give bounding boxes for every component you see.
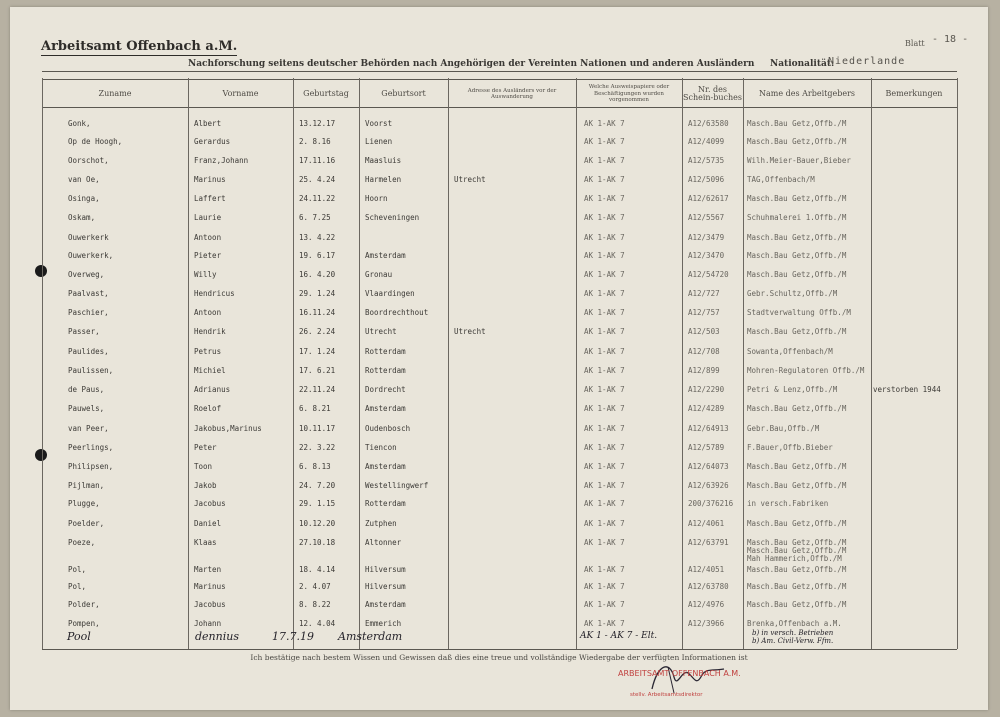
cell-geburtstag: 27.10.18	[299, 538, 336, 547]
column-divider	[42, 78, 43, 649]
cell-papiere: AK 1-AK 7	[584, 481, 625, 490]
cell-geburtstag: 2. 8.16	[299, 137, 331, 146]
cell-arbeitgeber: Schuhmalerei 1.Offb./M	[747, 213, 847, 222]
column-header: Zuname	[98, 89, 132, 98]
cell-geburtstag: 17. 1.24	[299, 347, 336, 356]
cell-arbeitgeber: Masch.Bau Getz,Offb./M	[747, 119, 847, 128]
cell-geburtstag: 24.11.22	[299, 194, 336, 203]
cell-arbeitgeber: Masch.Bau Getz,Offb./M	[747, 137, 847, 146]
punch-hole	[35, 265, 47, 277]
cell-geburtstag: 25. 4.24	[299, 175, 336, 184]
cell-vorname: Antoon	[194, 233, 222, 242]
cell-zuname: Peerlings,	[68, 443, 114, 452]
cell-nr: A12/4061	[688, 519, 725, 528]
cell-geburtstag: 16.11.24	[299, 308, 336, 317]
cell-geburtstag: 29. 1.24	[299, 289, 336, 298]
cell-zuname: Pol,	[68, 582, 87, 591]
column-header: Nr. des Schein-buches	[682, 85, 742, 102]
cell-papiere: AK 1-AK 7	[584, 137, 625, 146]
cell-geburtstag: 8. 8.22	[299, 600, 331, 609]
cell-arbeitgeber: Masch.Bau Getz,Offb./M	[747, 270, 847, 279]
cell-nr: A12/757	[688, 308, 720, 317]
cell-nr: A12/4051	[688, 565, 725, 574]
cell-geburtstag: 29. 1.15	[299, 499, 336, 508]
cell-papiere: AK 1-AK 7	[584, 499, 625, 508]
cell-zuname: Pompen,	[68, 619, 100, 628]
cell-nr: A12/4976	[688, 600, 725, 609]
cell-geburtsort: Amsterdam	[365, 600, 406, 609]
rule	[42, 107, 957, 108]
handwritten-papiere: AK 1 - AK 7 - Elt.	[580, 631, 658, 641]
cell-geburtstag: 6. 8.13	[299, 462, 331, 471]
handwritten-employer-1: b) in versch. Betrieben	[752, 629, 834, 637]
cell-geburtsort: Hilversum	[365, 582, 406, 591]
column-divider	[871, 78, 872, 649]
cell-geburtsort: Rotterdam	[365, 347, 406, 356]
cell-arbeitgeber: Masch.Bau Getz,Offb./M	[747, 462, 847, 471]
cell-vorname: Klaas	[194, 538, 217, 547]
column-header: Bemerkungen	[885, 89, 943, 98]
cell-papiere: AK 1-AK 7	[584, 327, 625, 336]
cell-vorname: Jacobus	[194, 499, 226, 508]
cell-nr: A12/62617	[688, 194, 729, 203]
sheet-label: Blatt	[905, 39, 925, 48]
cell-nr: A12/5735	[688, 156, 725, 165]
cell-arbeitgeber: TAG,Offenbach/M	[747, 175, 815, 184]
cell-geburtsort: Amsterdam	[365, 404, 406, 413]
cell-nr: A12/899	[688, 366, 720, 375]
cell-geburtstag: 22.11.24	[299, 385, 336, 394]
cell-vorname: Pieter	[194, 251, 222, 260]
cell-arbeitgeber: Masch.Bau Getz,Offb./M	[747, 233, 847, 242]
cell-arbeitgeber: Petri & Lenz,Offb./M	[747, 385, 838, 394]
cell-vorname: Daniel	[194, 519, 222, 528]
cell-nr: A12/3966	[688, 619, 725, 628]
cell-nr: A12/4099	[688, 137, 725, 146]
cell-arbeitgeber: Masch.Bau Getz,Offb./M	[747, 481, 847, 490]
cell-geburtstag: 22. 3.22	[299, 443, 336, 452]
cell-papiere: AK 1-AK 7	[584, 582, 625, 591]
cell-geburtsort: Zutphen	[365, 519, 397, 528]
cell-arbeitgeber: Wilh.Meier-Bauer,Bieber	[747, 156, 851, 165]
cell-vorname: Johann	[194, 619, 222, 628]
cell-zuname: Polder,	[68, 600, 100, 609]
cell-papiere: AK 1-AK 7	[584, 366, 625, 375]
cell-geburtsort: Rotterdam	[365, 366, 406, 375]
column-header: Name des Arbeitgebers	[758, 89, 855, 98]
cell-vorname: Petrus	[194, 347, 222, 356]
cell-geburtsort: Altonner	[365, 538, 402, 547]
cell-geburtsort: Scheveningen	[365, 213, 420, 222]
cell-arbeitgeber: in versch.Fabriken	[747, 499, 829, 508]
cell-geburtstag: 19. 6.17	[299, 251, 336, 260]
cell-geburtstag: 10.12.20	[299, 519, 336, 528]
cell-vorname: Albert	[194, 119, 222, 128]
cell-zuname: Pol,	[68, 565, 87, 574]
cell-geburtstag: 10.11.17	[299, 424, 336, 433]
cell-zuname: Ouwerkerk	[68, 233, 109, 242]
handwritten-employer-2: b) Am. Civil-Verw. Ffm.	[752, 637, 834, 645]
column-divider	[743, 78, 744, 649]
column-divider	[957, 78, 958, 649]
cell-papiere: AK 1-AK 7	[584, 443, 625, 452]
cell-zuname: Paulides,	[68, 347, 109, 356]
cell-geburtstag: 13. 4.22	[299, 233, 336, 242]
cell-papiere: AK 1-AK 7	[584, 289, 625, 298]
cell-adresse: Utrecht	[454, 327, 486, 336]
cell-vorname: Antoon	[194, 308, 222, 317]
cell-papiere: AK 1-AK 7	[584, 233, 625, 242]
cell-vorname: Willy	[194, 270, 217, 279]
nationality-value: Niederlande	[828, 56, 906, 67]
cell-arbeitgeber: Masch.Bau Getz,Offb./M	[747, 327, 847, 336]
nationality-label: Nationalität:	[770, 59, 835, 69]
cell-nr: A12/4289	[688, 404, 725, 413]
column-divider	[682, 78, 683, 649]
office-stamp: ARBEITSAMT OFFENBACH A.M.	[618, 669, 741, 678]
cell-arbeitgeber: Mohren-Regulatoren Offb./M	[747, 366, 865, 375]
cell-vorname: Michiel	[194, 366, 226, 375]
cell-nr: A12/2290	[688, 385, 725, 394]
cell-geburtsort: Gronau	[365, 270, 393, 279]
cell-zuname: Pauwels,	[68, 404, 105, 413]
cell-geburtstag: 26. 2.24	[299, 327, 336, 336]
column-header: Geburtsort	[381, 89, 426, 98]
cell-vorname: Jakobus,Marinus	[194, 424, 262, 433]
cell-geburtstag: 17.11.16	[299, 156, 336, 165]
cell-papiere: AK 1-AK 7	[584, 194, 625, 203]
cell-arbeitgeber-extra: Masch.Bau Getz,Offb./M	[747, 546, 847, 555]
cell-zuname: Pijlman,	[68, 481, 105, 490]
cell-geburtstag: 16. 4.20	[299, 270, 336, 279]
cell-geburtstag: 6. 8.21	[299, 404, 331, 413]
cell-nr: A12/5789	[688, 443, 725, 452]
cell-papiere: AK 1-AK 7	[584, 600, 625, 609]
cell-nr: A12/64073	[688, 462, 729, 471]
cell-papiere: AK 1-AK 7	[584, 619, 625, 628]
cell-geburtstag: 17. 6.21	[299, 366, 336, 375]
column-header: Welche Ausweispapiere oder Beschäftigungen wurden vorgenommen	[588, 84, 670, 104]
cell-zuname: Passer,	[68, 327, 100, 336]
punch-hole	[35, 449, 47, 461]
cell-vorname: Hendrik	[194, 327, 226, 336]
cell-vorname: Roelof	[194, 404, 222, 413]
cell-arbeitgeber: Masch.Bau Getz,Offb./M	[747, 600, 847, 609]
cell-zuname: Plugge,	[68, 499, 100, 508]
cell-papiere: AK 1-AK 7	[584, 462, 625, 471]
cell-zuname: Osinga,	[68, 194, 100, 203]
cell-geburtsort: Westellingwerf	[365, 481, 429, 490]
cell-papiere: AK 1-AK 7	[584, 385, 625, 394]
cell-geburtsort: Vlaardingen	[365, 289, 415, 298]
cell-geburtstag: 18. 4.14	[299, 565, 336, 574]
cell-zuname: Paschier,	[68, 308, 109, 317]
cell-geburtsort: Harmelen	[365, 175, 402, 184]
cell-arbeitgeber: Masch.Bau Getz,Offb./M	[747, 519, 847, 528]
rule	[42, 71, 957, 72]
cell-geburtsort: Emmerich	[365, 619, 402, 628]
cell-geburtsort: Amsterdam	[365, 462, 406, 471]
cell-vorname: Laffert	[194, 194, 226, 203]
cell-nr: A12/64913	[688, 424, 729, 433]
cell-geburtstag: 13.12.17	[299, 119, 336, 128]
cell-zuname: van Oe,	[68, 175, 100, 184]
cell-nr: A12/708	[688, 347, 720, 356]
column-header: Vorname	[222, 89, 259, 98]
cell-papiere: AK 1-AK 7	[584, 519, 625, 528]
cell-geburtsort: Rotterdam	[365, 499, 406, 508]
cell-geburtsort: Hilversum	[365, 565, 406, 574]
cell-geburtsort: Maasluis	[365, 156, 402, 165]
cell-nr: A12/5096	[688, 175, 725, 184]
cell-nr: A12/63780	[688, 582, 729, 591]
cell-zuname: Paulissen,	[68, 366, 114, 375]
cell-papiere: AK 1-AK 7	[584, 565, 625, 574]
handwritten-vorname: dennius	[195, 630, 239, 643]
cell-bemerkungen: verstorben 1944	[873, 385, 941, 394]
cell-nr: A12/63791	[688, 538, 729, 547]
handwritten-geburtsort: Amsterdam	[338, 630, 403, 643]
cell-vorname: Laurie	[194, 213, 222, 222]
cell-geburtsort: Amsterdam	[365, 251, 406, 260]
cell-arbeitgeber: F.Bauer,Offb.Bieber	[747, 443, 833, 452]
cell-nr: A12/3470	[688, 251, 725, 260]
document-subtitle: Nachforschung seitens deutscher Behörden nach Angehörigen der Vereinten Nationen und anderen Ausländern	[188, 59, 755, 69]
column-divider	[293, 78, 294, 649]
cell-nr: A12/3479	[688, 233, 725, 242]
cell-geburtsort: Voorst	[365, 119, 393, 128]
cell-geburtsort: Dordrecht	[365, 385, 406, 394]
cell-vorname: Marinus	[194, 582, 226, 591]
cell-zuname: Oskam,	[68, 213, 96, 222]
column-header: Adresse des Ausländers vor der Auswanderung	[467, 87, 557, 100]
cell-vorname: Adrianus	[194, 385, 231, 394]
cell-papiere: AK 1-AK 7	[584, 538, 625, 547]
cell-arbeitgeber: Brenka,Offenbach a.M.	[747, 619, 842, 628]
cell-vorname: Hendricus	[194, 289, 235, 298]
cell-arbeitgeber: Gebr.Bau,Offb./M	[747, 424, 820, 433]
cell-vorname: Franz,Johann	[194, 156, 249, 165]
cell-zuname: van Peer,	[68, 424, 109, 433]
cell-papiere: AK 1-AK 7	[584, 156, 625, 165]
cell-vorname: Jakob	[194, 481, 217, 490]
cell-arbeitgeber: Masch.Bau Getz,Offb./M	[747, 538, 847, 547]
cell-papiere: AK 1-AK 7	[584, 251, 625, 260]
column-header: Geburtstag	[303, 89, 349, 98]
cell-arbeitgeber: Masch.Bau Getz,Offb./M	[747, 582, 847, 591]
cell-zuname: Philipsen,	[68, 462, 114, 471]
cell-nr: 200/376216	[688, 499, 734, 508]
cell-geburtstag: 24. 7.20	[299, 481, 336, 490]
document-sheet	[10, 7, 988, 710]
cell-zuname: Poeze,	[68, 538, 96, 547]
confirmation-text: Ich bestätige nach bestem Wissen und Gewissen daß dies eine treue und vollständige Wiedergabe der verfügten Informationen ist	[250, 653, 748, 662]
office-title: Arbeitsamt Offenbach a.M.	[41, 39, 238, 54]
stamp-role: stellv. Arbeitsamtsdirektor	[630, 692, 703, 698]
cell-papiere: AK 1-AK 7	[584, 308, 625, 317]
cell-geburtstag: 12. 4.04	[299, 619, 336, 628]
cell-geburtsort: Utrecht	[365, 327, 397, 336]
cell-vorname: Peter	[194, 443, 217, 452]
column-divider	[448, 78, 449, 649]
column-divider	[359, 78, 360, 649]
cell-geburtstag: 6. 7.25	[299, 213, 331, 222]
cell-zuname: de Paus,	[68, 385, 105, 394]
cell-arbeitgeber-extra: Mah Hammerich,Offb./M	[747, 554, 842, 563]
cell-papiere: AK 1-AK 7	[584, 213, 625, 222]
rule	[42, 649, 957, 650]
cell-geburtsort: Hoorn	[365, 194, 388, 203]
cell-nr: A12/63926	[688, 481, 729, 490]
cell-adresse: Utrecht	[454, 175, 486, 184]
cell-papiere: AK 1-AK 7	[584, 404, 625, 413]
cell-zuname: Oorschot,	[68, 156, 109, 165]
cell-arbeitgeber: Gebr.Schultz,Offb./M	[747, 289, 838, 298]
cell-arbeitgeber: Masch.Bau Getz,Offb./M	[747, 194, 847, 203]
sheet-number: - 18 -	[932, 34, 969, 45]
rule	[42, 79, 957, 80]
cell-arbeitgeber: Masch.Bau Getz,Offb./M	[747, 251, 847, 260]
handwritten-geburtstag: 17.7.19	[272, 630, 314, 643]
cell-geburtstag: 2. 4.07	[299, 582, 331, 591]
cell-zuname: Poelder,	[68, 519, 105, 528]
cell-papiere: AK 1-AK 7	[584, 119, 625, 128]
cell-papiere: AK 1-AK 7	[584, 347, 625, 356]
cell-geburtsort: Oudenbosch	[365, 424, 411, 433]
column-divider	[188, 78, 189, 649]
cell-vorname: Toon	[194, 462, 213, 471]
cell-nr: A12/5567	[688, 213, 725, 222]
cell-papiere: AK 1-AK 7	[584, 175, 625, 184]
cell-arbeitgeber: Masch.Bau Getz,Offb./M	[747, 404, 847, 413]
cell-papiere: AK 1-AK 7	[584, 270, 625, 279]
cell-zuname: Paalvast,	[68, 289, 109, 298]
cell-zuname: Overweg,	[68, 270, 105, 279]
cell-zuname: Gonk,	[68, 119, 91, 128]
cell-arbeitgeber: Sowanta,Offenbach/M	[747, 347, 833, 356]
cell-nr: A12/503	[688, 327, 720, 336]
cell-nr: A12/63580	[688, 119, 729, 128]
cell-vorname: Marten	[194, 565, 222, 574]
cell-zuname: Op de Hoogh,	[68, 137, 123, 146]
cell-nr: A12/54720	[688, 270, 729, 279]
cell-arbeitgeber: Stadtverwaltung Offb./M	[747, 308, 851, 317]
cell-papiere: AK 1-AK 7	[584, 424, 625, 433]
cell-zuname: Ouwerkerk,	[68, 251, 114, 260]
cell-nr: A12/727	[688, 289, 720, 298]
cell-vorname: Marinus	[194, 175, 226, 184]
cell-vorname: Gerardus	[194, 137, 231, 146]
cell-geburtsort: Boordrechthout	[365, 308, 429, 317]
cell-arbeitgeber: Masch.Bau Getz,Offb./M	[747, 565, 847, 574]
cell-geburtsort: Tiencon	[365, 443, 397, 452]
cell-vorname: Jacobus	[194, 600, 226, 609]
cell-geburtsort: Lienen	[365, 137, 393, 146]
handwritten-zuname: Pool	[67, 630, 91, 643]
column-divider	[576, 78, 577, 649]
